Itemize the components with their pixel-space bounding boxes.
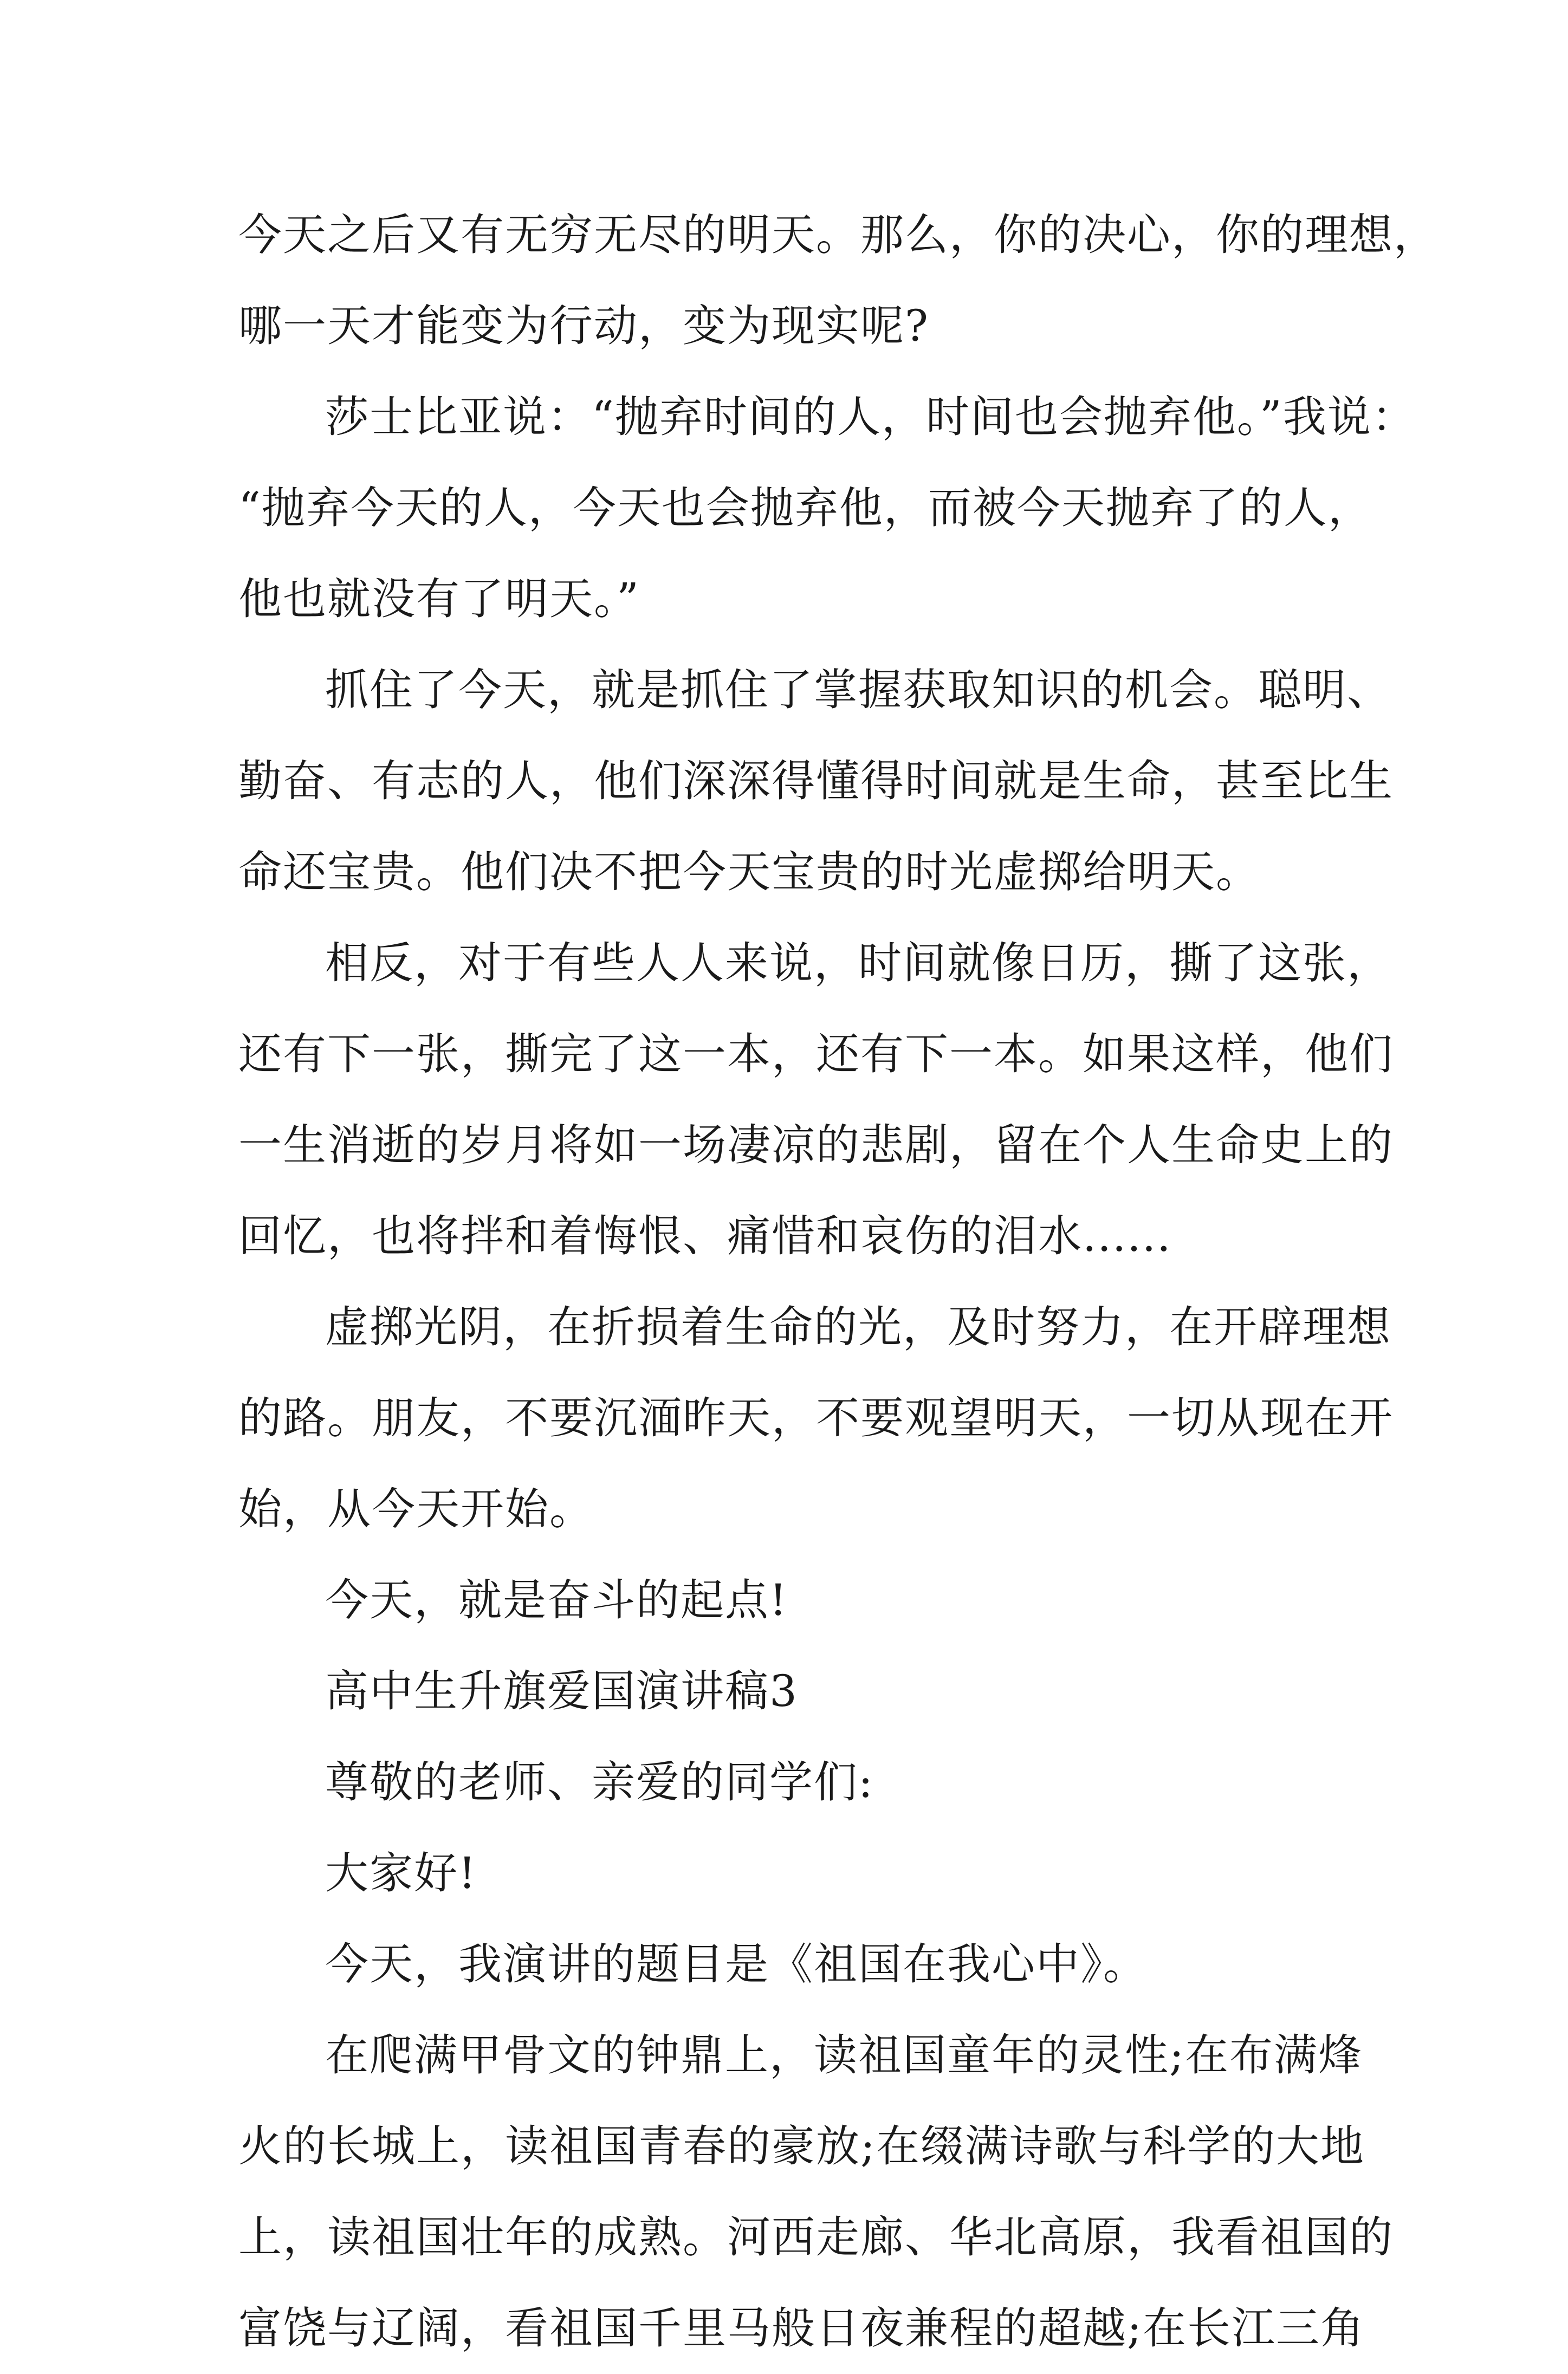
text-line: 富饶与辽阔，看祖国千里马般日夜兼程的超越;在长江三角 <box>238 2303 1365 2353</box>
text-line: 他也就没有了明天。” <box>238 574 640 624</box>
text-line: 火的长城上，读祖国青春的豪放;在缀满诗歌与科学的大地 <box>238 2121 1365 2171</box>
text-line: 在爬满甲骨文的钟鼎上，读祖国童年的灵性;在布满烽 <box>325 2030 1363 2080</box>
text-line: 一生消逝的岁月将如一场凄凉的悲剧，留在个人生命史上的 <box>238 1120 1394 1170</box>
text-line: 的路。朋友，不要沉湎昨天，不要观望明天，一切从现在开 <box>238 1393 1394 1443</box>
text-line: 上，读祖国壮年的成熟。河西走廊、华北高原，我看祖国的 <box>238 2212 1394 2262</box>
text-line: 勤奋、有志的人，他们深深得懂得时间就是生命，甚至比生 <box>238 756 1394 806</box>
text-line: 哪一天才能变为行动，变为现实呢? <box>238 301 929 351</box>
text-line: 今天之后又有无穷无尽的明天。那么，你的决心，你的理想， <box>238 210 1438 260</box>
text-line: 还有下一张，撕完了这一本，还有下一本。如果这样，他们 <box>238 1029 1394 1079</box>
text-line: 今天，就是奋斗的起点! <box>325 1575 788 1625</box>
text-line: 虚掷光阴，在折损着生命的光，及时努力，在开辟理想 <box>325 1302 1391 1352</box>
text-line: “抛弃今天的人，今天也会抛弃他，而被今天抛弃了的人， <box>238 483 1372 533</box>
text-line: 命还宝贵。他们决不把今天宝贵的时光虚掷给明天。 <box>238 847 1260 897</box>
greeting: 大家好! <box>325 1848 477 1898</box>
salutation: 尊敬的老师、亲爱的同学们: <box>325 1757 874 1807</box>
section-title: 高中生升旗爱国演讲稿3 <box>325 1666 798 1716</box>
text-line: 回忆，也将拌和着悔恨、痛惜和哀伤的泪水...... <box>238 1211 1172 1261</box>
text-line: 今天，我演讲的题目是《祖国在我心中》。 <box>325 1939 1148 1989</box>
document-body <box>238 190 1438 2374</box>
text-line: 相反，对于有些人人来说，时间就像日历，撕了这张， <box>325 938 1391 988</box>
text-line: 抓住了今天，就是抓住了掌握获取知识的机会。聪明、 <box>325 665 1391 715</box>
text-line: 始，从今天开始。 <box>238 1484 594 1534</box>
text-line: 莎士比亚说：“抛弃时间的人，时间也会抛弃他。”我说： <box>325 392 1416 442</box>
